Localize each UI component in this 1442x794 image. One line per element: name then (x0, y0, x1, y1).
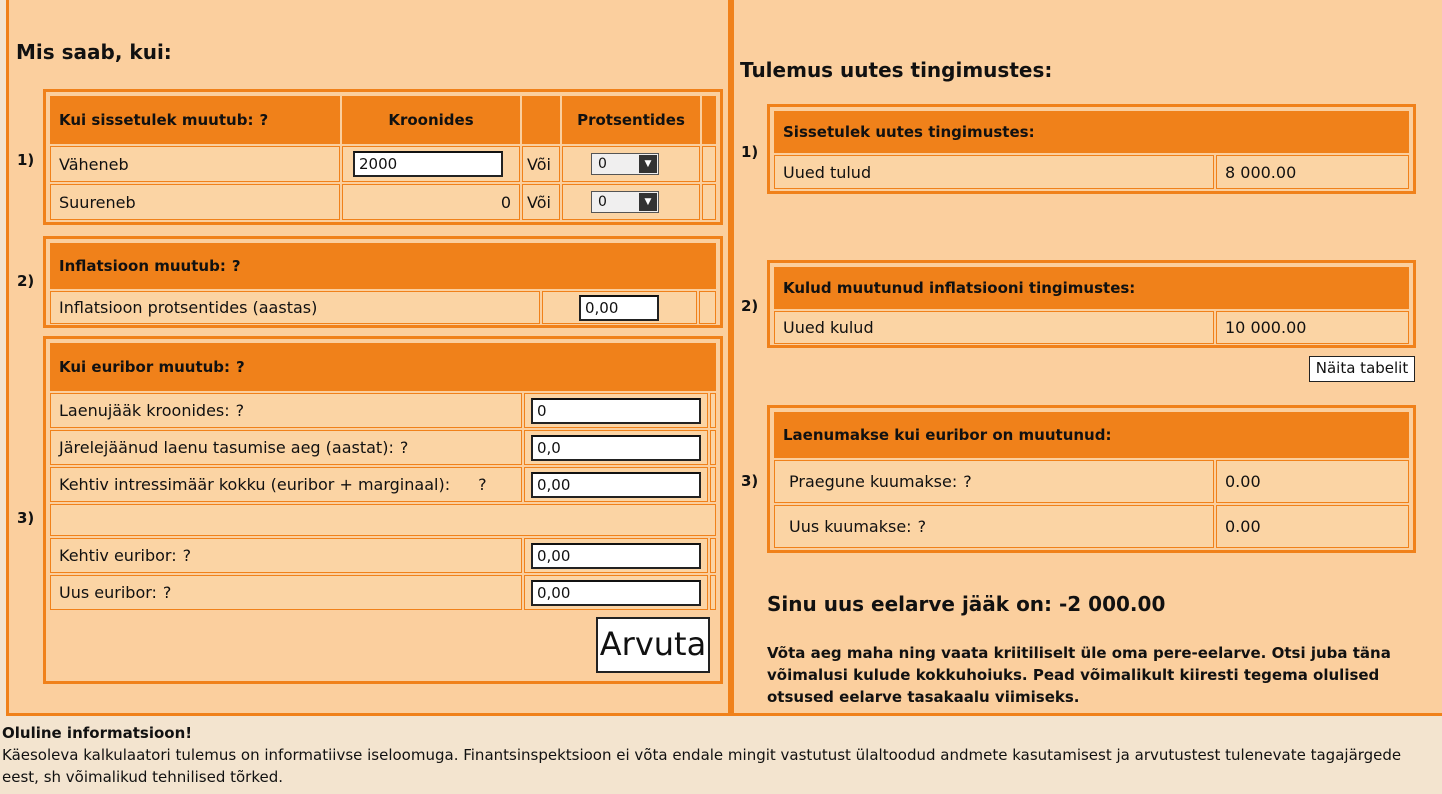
euribor-header: Kui euribor muutub: ? (50, 343, 716, 391)
inflation-section (43, 236, 723, 328)
new-payment-label: Uus kuumakse: ? (774, 505, 1214, 548)
new-expenses-label: Uued kulud (774, 311, 1214, 344)
section-number-2: 2) (17, 272, 35, 290)
result-number-3: 3) (741, 472, 759, 490)
advice-text: Võta aeg maha ning vaata kriitiliselt üle oma pere-eelarve. Otsi juba täna võimalusi kulude kokkuhoiuks. Pead võimalikult kiiresti tegema olulised otsused eelarve tasakaalu viimiseks. (767, 644, 1391, 706)
euribor-section (43, 336, 723, 684)
income-decrease-input[interactable]: 2000 (353, 151, 503, 177)
info-text: Käesoleva kalkulaatori tulemus on informatiivse iseloomuga. Finantsinspektsioon ei võta endale mingit vastutust ülaltoodud andmete kasutamisest ja arvutustest tulenevate tagajärgede eest, sh võimalikud tehnilised tõrked. (2, 746, 1402, 786)
income-help[interactable]: ? (259, 111, 269, 129)
or-label: Või (522, 184, 560, 220)
new-euribor-label: Uus euribor: ? (50, 575, 522, 610)
loan-term-help[interactable]: ? (399, 438, 409, 457)
row-label-suureneb: Suureneb (50, 184, 340, 220)
loan-balance-help[interactable]: ? (235, 401, 245, 420)
inflation-label: Inflatsioon protsentides (aastas) (50, 291, 540, 324)
result-number-2: 2) (741, 297, 759, 315)
current-euribor-label: Kehtiv euribor: ? (50, 538, 522, 573)
current-euribor-help[interactable]: ? (182, 546, 192, 565)
loan-result-section (767, 405, 1416, 553)
expenses-result-section (767, 260, 1416, 348)
col-protsentides: Protsentides (562, 96, 700, 144)
loan-term-label: Järelejäänud laenu tasumise aeg (aastat): ? (50, 430, 522, 465)
chevron-down-icon: ▼ (639, 193, 657, 211)
section-number-3: 3) (17, 509, 35, 527)
inflation-header: Inflatsioon muutub: ? (50, 243, 716, 289)
loan-result-header: Laenumakse kui euribor on muutunud: (774, 412, 1409, 458)
info-title: Oluline informatsioon! (2, 724, 193, 742)
col-kroonides: Kroonides (342, 96, 520, 144)
current-payment-value: 0.00 (1216, 460, 1409, 503)
income-header: Kui sissetulek muutub: ? (50, 96, 340, 144)
current-payment-help[interactable]: ? (963, 472, 972, 491)
new-income-label: Uued tulud (774, 155, 1214, 189)
income-section (43, 89, 723, 225)
new-expenses-value: 10 000.00 (1216, 311, 1409, 344)
new-payment-help[interactable]: ? (917, 517, 927, 536)
interest-rate-input[interactable]: 0,00 (531, 472, 701, 498)
loan-balance-input[interactable]: 0 (531, 398, 701, 424)
current-payment-label: Praegune kuumakse: ? (774, 460, 1214, 503)
loan-balance-label: Laenujääk kroonides: ? (50, 393, 522, 428)
show-table-button[interactable]: Näita tabelit (1309, 356, 1415, 382)
calculate-button[interactable]: Arvuta (596, 617, 710, 673)
result-number-1: 1) (741, 143, 759, 161)
row-label-vaheneb: Väheneb (50, 146, 340, 182)
chevron-down-icon: ▼ (639, 155, 657, 173)
inflation-help[interactable]: ? (231, 257, 241, 275)
new-payment-value: 0.00 (1216, 505, 1409, 548)
loan-term-input[interactable]: 0,0 (531, 435, 701, 461)
income-result-section (767, 104, 1416, 194)
right-title: Tulemus uutes tingimustes: (740, 58, 1053, 82)
increase-percent-select[interactable]: 0 ▼ (591, 191, 659, 213)
new-budget-balance: Sinu uus eelarve jääk on: -2 000.00 (767, 592, 1166, 616)
section-number-1: 1) (17, 151, 35, 169)
euribor-help[interactable]: ? (236, 358, 245, 376)
important-info (2, 722, 1442, 788)
interest-rate-help[interactable]: ? (478, 475, 487, 494)
interest-rate-label: Kehtiv intressimäär kokku (euribor + marginaal): ? (50, 467, 522, 502)
current-euribor-input[interactable]: 0,00 (531, 543, 701, 569)
new-euribor-help[interactable]: ? (162, 583, 172, 602)
income-result-header: Sissetulek uutes tingimustes: (774, 111, 1409, 153)
left-title: Mis saab, kui: (16, 40, 172, 64)
expenses-result-header: Kulud muutunud inflatsiooni tingimustes: (774, 267, 1409, 309)
new-income-value: 8 000.00 (1216, 155, 1409, 189)
decrease-percent-select[interactable]: 0 ▼ (591, 153, 659, 175)
income-increase-value: 0 (342, 184, 520, 220)
or-label: Või (522, 146, 560, 182)
inflation-input[interactable]: 0,00 (579, 295, 659, 321)
new-euribor-input[interactable]: 0,00 (531, 580, 701, 606)
